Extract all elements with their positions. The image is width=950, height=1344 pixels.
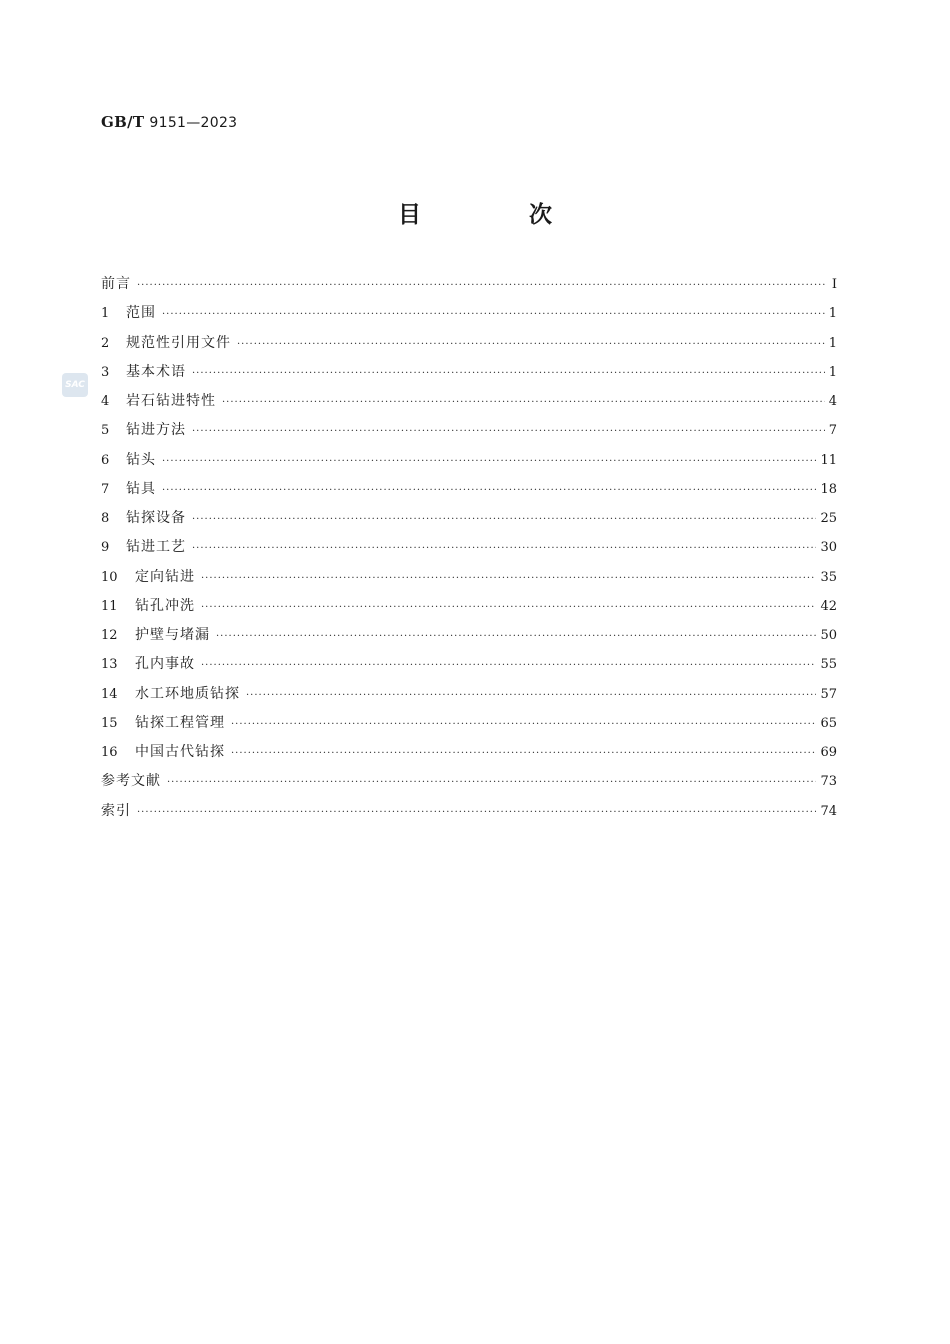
- toc-entry-label: 钻头: [126, 451, 156, 468]
- toc-entry[interactable]: [101, 475, 837, 504]
- standard-code: [101, 113, 237, 131]
- toc-entry-number: 3: [101, 364, 110, 380]
- toc-entry-page: 25: [820, 511, 837, 526]
- toc-dot-leader: [231, 739, 816, 768]
- toc-entry-number: 1: [101, 306, 110, 322]
- toc-entry-number: 15: [101, 715, 118, 731]
- toc-entry-number: 8: [101, 511, 110, 526]
- toc-entry-number: 12: [101, 628, 118, 643]
- toc-entry-label: 前言: [101, 276, 131, 292]
- toc-entry-page: 57: [820, 686, 837, 702]
- toc-dot-leader: [192, 505, 816, 534]
- toc-entry-label: 钻探设备: [126, 510, 186, 526]
- toc-entry-page: 50: [820, 628, 837, 643]
- toc-dot-leader: [231, 710, 816, 739]
- toc-entry-number: 14: [101, 686, 118, 702]
- toc-entry-page: 69: [820, 745, 837, 760]
- toc-entry[interactable]: [101, 387, 837, 416]
- toc-entry[interactable]: [101, 446, 837, 475]
- toc-entry-page: Ⅰ: [831, 277, 837, 292]
- toc-entry-number: 2: [101, 335, 110, 351]
- toc-dot-leader: [137, 798, 816, 827]
- toc-entry-number: 11: [101, 598, 118, 614]
- toc-entry-label: 钻孔冲洗: [135, 597, 195, 614]
- toc-entry[interactable]: [101, 563, 837, 592]
- toc-dot-leader: [246, 681, 816, 710]
- toc-entry-label: 水工环地质钻探: [135, 685, 240, 702]
- toc-dot-leader: [216, 622, 816, 651]
- toc-entry-page: 74: [820, 803, 837, 819]
- toc-entry-label: 规范性引用文件: [126, 334, 231, 351]
- toc-entry-label: 范围: [126, 305, 156, 322]
- toc-entry-label: 基本术语: [126, 363, 186, 380]
- toc-dot-leader: [192, 534, 816, 563]
- toc-dot-leader: [201, 593, 816, 622]
- toc-entry[interactable]: [101, 592, 837, 621]
- toc-dot-leader: [167, 768, 816, 797]
- toc-entry[interactable]: [101, 680, 837, 709]
- toc-dot-leader: [137, 271, 825, 300]
- toc-dot-leader: [192, 359, 825, 388]
- toc-entry-label: 中国古代钻探: [135, 744, 225, 760]
- toc-dot-leader: [237, 330, 825, 359]
- toc-entry-label: 岩石钻进特性: [126, 393, 216, 409]
- toc-entry-number: 13: [101, 657, 118, 673]
- toc-entry-page: 1: [828, 306, 837, 322]
- toc-entry[interactable]: [101, 621, 837, 650]
- toc-entry-label: 索引: [101, 802, 131, 819]
- page-title: 目 次: [397, 202, 602, 228]
- sac-watermark-logo: SAC: [62, 373, 88, 397]
- toc-entry-page: 65: [820, 715, 837, 731]
- toc-entry[interactable]: [101, 650, 837, 679]
- toc-entry-page: 1: [828, 364, 837, 380]
- toc-dot-leader: [162, 300, 825, 329]
- table-of-contents: [101, 270, 837, 826]
- toc-entry-page: 35: [820, 569, 837, 585]
- toc-entry[interactable]: [101, 709, 837, 738]
- toc-dot-leader: [192, 417, 825, 446]
- standard-prefix: GB/T: [101, 113, 145, 131]
- toc-entry[interactable]: [101, 797, 837, 826]
- toc-entry[interactable]: [101, 329, 837, 358]
- toc-entry-page: 4: [828, 394, 837, 409]
- standard-number: 9151—2023: [149, 115, 238, 131]
- toc-entry-number: 9: [101, 540, 110, 556]
- toc-entry-number: 10: [101, 569, 118, 585]
- toc-entry[interactable]: [101, 358, 837, 387]
- toc-entry-label: 钻具: [126, 480, 156, 497]
- toc-entry-page: 73: [820, 774, 837, 790]
- toc-entry[interactable]: [101, 767, 837, 796]
- toc-dot-leader: [201, 651, 816, 680]
- toc-entry[interactable]: [101, 299, 837, 328]
- toc-entry[interactable]: [101, 416, 837, 445]
- toc-entry-label: 钻进工艺: [126, 539, 186, 556]
- toc-entry-label: 钻进方法: [126, 422, 186, 439]
- toc-entry-label: 定向钻进: [135, 568, 195, 585]
- toc-entry[interactable]: [101, 270, 837, 299]
- toc-entry-label: 钻探工程管理: [135, 714, 225, 731]
- toc-entry-number: 7: [101, 481, 110, 497]
- toc-entry-label: 参考文献: [101, 773, 161, 790]
- toc-dot-leader: [201, 564, 816, 593]
- toc-entry-label: 孔内事故: [135, 656, 195, 673]
- toc-entry-number: 6: [101, 452, 110, 468]
- toc-entry-label: 护壁与堵漏: [135, 627, 210, 643]
- toc-dot-leader: [162, 447, 816, 476]
- toc-dot-leader: [162, 476, 816, 505]
- toc-entry-number: 16: [101, 745, 118, 760]
- toc-entry-page: 1: [828, 335, 837, 351]
- toc-entry-number: 5: [101, 423, 110, 439]
- toc-dot-leader: [222, 388, 825, 417]
- toc-entry-number: 4: [101, 394, 110, 409]
- toc-entry-page: 18: [820, 481, 837, 497]
- toc-entry[interactable]: [101, 504, 837, 533]
- toc-entry[interactable]: [101, 533, 837, 562]
- toc-entry-page: 42: [820, 598, 837, 614]
- toc-entry-page: 55: [820, 657, 837, 673]
- toc-entry[interactable]: [101, 738, 837, 767]
- toc-entry-page: 11: [820, 452, 837, 468]
- toc-entry-page: 7: [828, 423, 837, 439]
- toc-entry-page: 30: [820, 540, 837, 556]
